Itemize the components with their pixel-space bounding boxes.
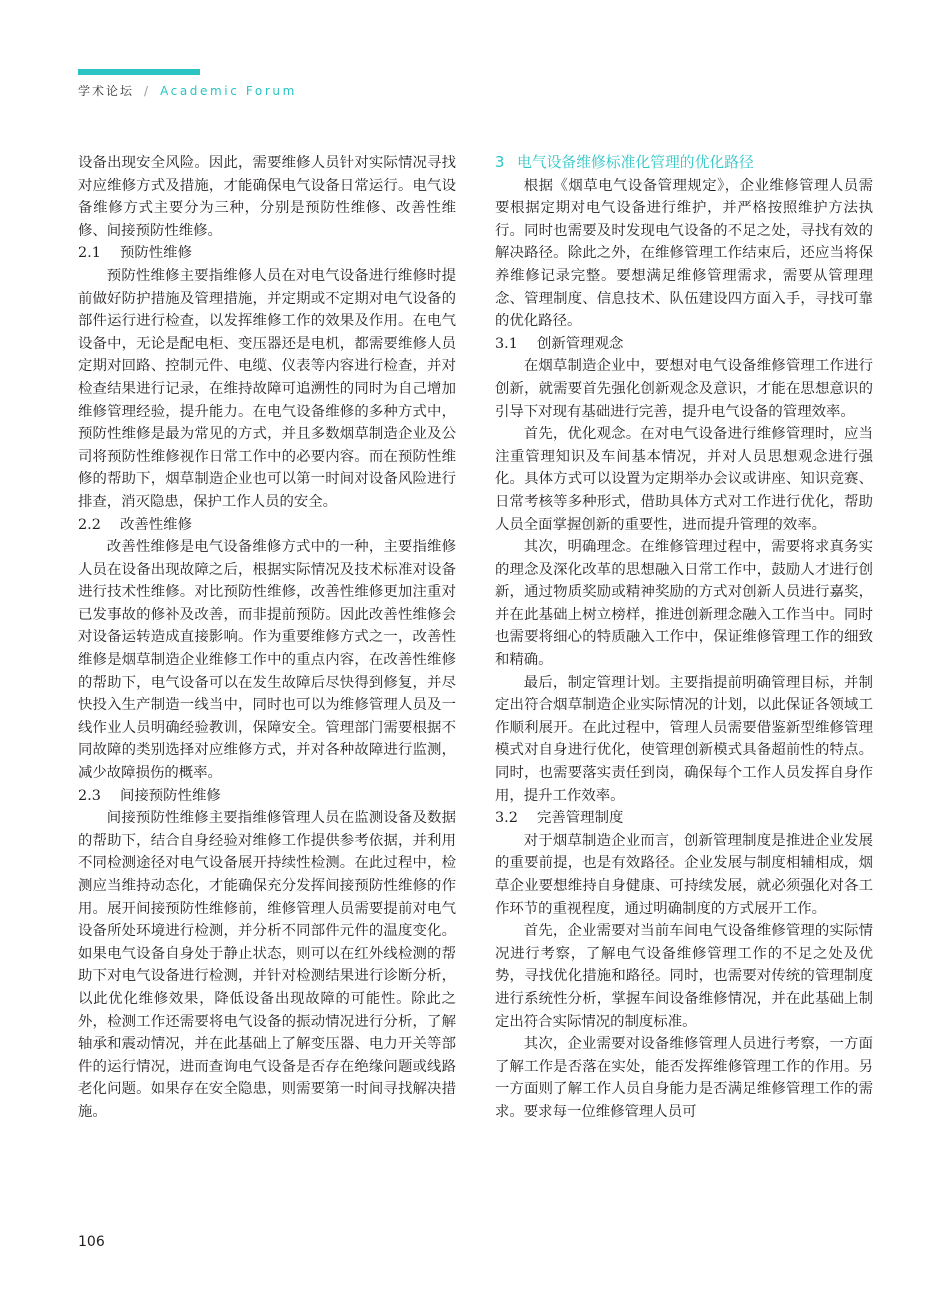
section-number: 2.2 <box>78 516 101 533</box>
page-number: 106 <box>78 1234 105 1250</box>
paragraph: 间接预防性维修主要指维修管理人员在监测设备及数据的帮助下，结合自身经验对维修工作提供参考依据，并利用不同检测途径对电气设备展开持续性检测。在此过程中，检测应当维持动态化，才能确保充分发挥间接预防性维修的作用。展开间接预防性维修前，维修管理人员需要提前对电气设备所处环境进行检测，并分析不同部件元件的温度变化。如果电气设备自身处于静止状态，则可以在红外线检测的帮助下对电气设备进行检测，并针对检测结果进行诊断分析，以此优化维修效果，降低设备出现故障的可能性。除此之外，检测工作还需要将电气设备的振动情况进行分析，了解轴承和震动情况，并在此基础上了解变压器、电力开关等部件的运行情况，进而查询电气设备是否存在绝缘问题或线路老化问题。如果存在安全隐患，则需要第一时间寻找解决措施。 <box>78 810 456 1120</box>
section-number: 3 <box>495 154 505 171</box>
running-header <box>78 82 297 99</box>
paragraph: 首先，企业需要对当前车间电气设备维修管理的实际情况进行考察，了解电气设备维修管理工作的不足之处及优势，寻找优化措施和路径。同时，也需要对传统的管理制度进行系统性分析，掌握车间设备维修情况，并在此基础上制定出符合实际情况的制度标准。 <box>495 923 873 1030</box>
header-separator: / <box>144 84 151 98</box>
section-title: 电气设备维修标准化管理的优化路径 <box>517 154 754 171</box>
paragraph: 根据《烟草电气设备管理规定》，企业维修管理人员需要根据定期对电气设备进行维护，并严格按照维护方法执行。同时也需要及时发现电气设备的不足之处，寻找有效的解决路径。除此之外，在维修管理工作结束后，还应当将保养维修记录完整。要想满足维修管理需求，需要从管理理念、管理制度、信息技术、队伍建设四方面入手，寻找可靠的优化路径。 <box>495 177 873 330</box>
section-heading-3-1 <box>495 333 873 356</box>
paragraph: 设备出现安全风险。因此，需要维修人员针对实际情况寻找对应维修方式及措施，才能确保电气设备日常运行。电气设备维修方式主要分为三种，分别是预防性维修、改善性维修、间接预防性维修。 <box>78 155 456 239</box>
section-heading-3 <box>495 152 873 175</box>
section-heading-2-2 <box>78 514 456 537</box>
header-section-cn: 学术论坛 <box>78 84 135 98</box>
section-heading-2-3 <box>78 785 456 808</box>
section-heading-3-2 <box>495 807 873 830</box>
paragraph: 预防性维修主要指维修人员在对电气设备进行维修时提前做好防护措施及管理措施，并定期或不定期对电气设备的部件运行进行检查，以发挥维修工作的效果及作用。在电气设备中，无论是配电柜、变压器还是电机，都需要维修人员定期对回路、控制元件、电缆、仪表等内容进行检查，并对检查结果进行记录，在维持故障可追溯性的同时为自己增加维修管理经验，提升能力。在电气设备维修的多种方式中，预防性维修是最为常见的方式，并且多数烟草制造企业及公司将预防性维修视作日常工作中的必要内容。而在预防性维修的帮助下，烟草制造企业也可以第一时间对设备风险进行排查，消灭隐患，保护工作人员的安全。 <box>78 267 456 510</box>
paragraph: 在烟草制造企业中，要想对电气设备维修管理工作进行创新，就需要首先强化创新观念及意识，才能在思想意识的引导下对现有基础进行完善，提升电气设备的管理效率。 <box>495 358 873 420</box>
paragraph: 首先，优化观念。在对电气设备进行维修管理时，应当注重管理知识及车间基本情况，并对人员思想观念进行强化。具体方式可以设置为定期举办会议或讲座、知识竞赛、日常考核等多种形式，借助具体方式对工作进行优化，帮助人员全面掌握创新的重要性，进而提升管理的效率。 <box>495 426 873 533</box>
paragraph: 改善性维修是电气设备维修方式中的一种，主要指维修人员在设备出现故障之后，根据实际情况及技术标准对设备进行技术性维修。对比预防性维修，改善性维修更加注重对已发事故的修补及改善，而非提前预防。因此改善性维修会对设备运转造成直接影响。作为重要维修方式之一，改善性维修是烟草制造企业维修工作中的重点内容，在改善性维修的帮助下，电气设备可以在发生故障后尽快得到修复，并尽快投入生产制造一线当中，同时也可以为维修管理人员及一线作业人员明确经验教训，保障安全。管理部门需要根据不同故障的类别选择对应维修方式，并对各种故障进行监测，减少故障损伤的概率。 <box>78 539 456 782</box>
section-title: 改善性维修 <box>120 516 192 533</box>
section-title: 完善管理制度 <box>537 810 624 827</box>
section-title: 创新管理观念 <box>537 335 624 352</box>
section-title: 间接预防性维修 <box>120 787 221 804</box>
section-number: 3.1 <box>495 335 518 352</box>
paragraph: 其次，企业需要对设备维修管理人员进行考察，一方面了解工作是否落在实处，能否发挥维修管理工作的作用。另一方面则了解工作人员自身能力是否满足维修管理工作的需求。要求每一位维修管理人员可 <box>495 1036 873 1120</box>
header-section-en: Academic Forum <box>160 84 297 98</box>
section-title: 预防性维修 <box>120 245 192 262</box>
paragraph: 最后，制定管理计划。主要指提前明确管理目标，并制定出符合烟草制造企业实际情况的计划，以此保证各领域工作顺利展开。在此过程中，管理人员需要借鉴新型维修管理模式对自身进行优化，使管理创新模式具备超前性的特点。同时，也需要落实责任到岗，确保每个工作人员发挥自身作用，提升工作效率。 <box>495 674 873 804</box>
section-heading-2-1 <box>78 242 456 265</box>
paragraph: 对于烟草制造企业而言，创新管理制度是推进企业发展的重要前提，也是有效路径。企业发展与制度相辅相成，烟草企业要想维持自身健康、可持续发展，就必须强化对各工作环节的重视程度，通过明确制度的方式展开工作。 <box>495 832 873 917</box>
header-accent-bar <box>78 69 200 75</box>
paragraph: 其次，明确理念。在维修管理过程中，需要将求真务实的理念及深化改革的思想融入日常工作中，鼓励人才进行创新，通过物质奖励或精神奖励的方式对创新人员进行嘉奖，并在此基础上树立榜样，推进创新理念融入工作当中。同时也需要将细心的特质融入工作中，保证维修管理工作的细致和精确。 <box>495 539 873 669</box>
section-number: 2.3 <box>78 787 101 804</box>
section-number: 2.1 <box>78 245 101 262</box>
left-column <box>78 152 456 1124</box>
section-number: 3.2 <box>495 810 518 827</box>
right-column <box>495 152 873 1124</box>
